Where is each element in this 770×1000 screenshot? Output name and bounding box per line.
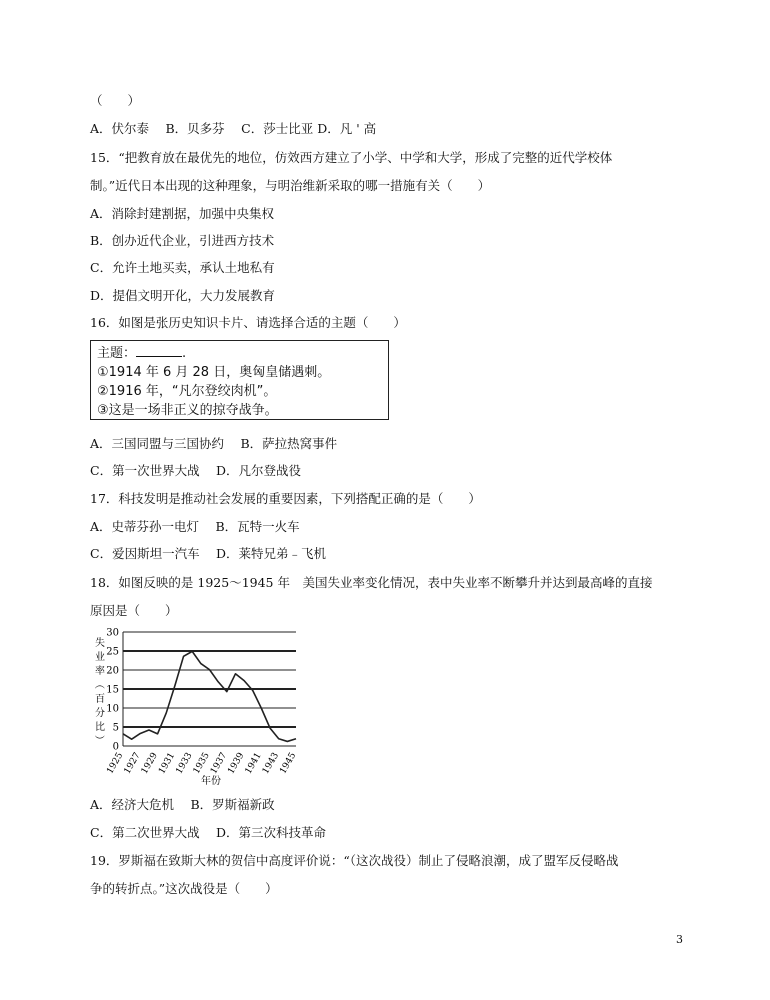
y-label-char-5: 分 bbox=[95, 708, 105, 719]
q16-stem: 16．如图是张历史知识卡片、请选择合适的主题（ ） bbox=[90, 315, 406, 330]
q19-stem-line2: 争的转折点。”这次战役是（ ） bbox=[90, 881, 278, 896]
y-label-char-7: ） bbox=[93, 735, 104, 745]
y-tick-label-15: 15 bbox=[106, 684, 119, 696]
q18-options-cd: C．第二次世界大战 D．第三次科技革命 bbox=[90, 825, 327, 840]
y-label-char-4: 百 bbox=[95, 694, 105, 705]
y-label-char-0: 失 bbox=[95, 638, 105, 649]
y-label-char-2: 率 bbox=[95, 666, 105, 677]
x-tick-label-1931: 1931 bbox=[157, 751, 178, 776]
x-tick-label-1941: 1941 bbox=[243, 751, 264, 776]
q18-stem-line2: 原因是（ ） bbox=[90, 603, 178, 618]
chart-x-axis-label: 年份 bbox=[201, 776, 221, 786]
q15-option-d: D．提倡文明开化，大力发展教育 bbox=[90, 288, 276, 303]
card-item-2: ②1916 年，“凡尔登绞肉机”。 bbox=[97, 384, 277, 399]
q19-stem-line1: 19．罗斯福在致斯大林的贺信中高度评价说：“（这次战役）制止了侵略浪潮，成了盟军反侵略战 bbox=[90, 853, 619, 868]
answer-paren-line: （ ） bbox=[90, 93, 141, 108]
y-tick-label-0: 0 bbox=[112, 741, 119, 753]
card-item-3: ③这是一场非正义的掠夺战争。 bbox=[97, 403, 278, 418]
q17-options-cd: C．爱因斯坦一汽车 D．莱特兄弟﹣飞机 bbox=[90, 546, 327, 561]
q17-options-ab: A．史蒂芬孙一电灯 B．瓦特一火车 bbox=[90, 519, 300, 534]
x-tick-label-1943: 1943 bbox=[260, 751, 282, 776]
y-tick-label-25: 25 bbox=[106, 646, 119, 658]
history-knowledge-card bbox=[90, 340, 389, 420]
y-label-char-1: 业 bbox=[95, 652, 105, 663]
card-title: 主题： bbox=[97, 346, 137, 361]
card-item-1: ①1914 年 6 月 28 日，奥匈皇储遇刺。 bbox=[97, 365, 331, 380]
card-title-dot: . bbox=[182, 346, 187, 361]
q18-options-ab: A．经济大危机 B．罗斯福新政 bbox=[90, 797, 275, 812]
x-tick-label-1927: 1927 bbox=[122, 751, 143, 776]
chart-gridlines bbox=[123, 632, 296, 727]
q15-option-a: A．消除封建割据，加强中央集权 bbox=[90, 206, 275, 221]
x-tick-label-1937: 1937 bbox=[209, 751, 230, 776]
x-tick-label-1945: 1945 bbox=[278, 751, 299, 776]
q15-stem-line2: 制。”近代日本出现的这种理象，与明治维新采取的哪一措施有关（ ） bbox=[90, 178, 491, 193]
unemployment-line-chart bbox=[88, 624, 310, 786]
y-tick-label-5: 5 bbox=[112, 722, 119, 734]
y-tick-label-30: 30 bbox=[106, 627, 119, 639]
x-tick-label-1935: 1935 bbox=[191, 751, 212, 776]
y-tick-label-10: 10 bbox=[106, 703, 119, 715]
x-tick-label-1939: 1939 bbox=[226, 751, 247, 776]
q18-stem-line1: 18．如图反映的是 1925～1945 年 美国失业率变化情况，表中失业率不断攀升并达到最高峰的直接 bbox=[90, 575, 653, 590]
q15-option-c: C．允许土地买卖，承认土地私有 bbox=[90, 260, 275, 275]
y-label-char-3: （ bbox=[93, 679, 104, 689]
q15-stem-line1: 15．“把教育放在最优先的地位，仿效西方建立了小学、中学和大学，形成了完整的近代学校体 bbox=[90, 150, 613, 165]
x-tick-label-1929: 1929 bbox=[139, 751, 160, 776]
chart-x-ticks bbox=[105, 751, 298, 776]
x-tick-label-1925: 1925 bbox=[105, 751, 126, 776]
page-number: 3 bbox=[676, 933, 683, 946]
card-title-row bbox=[97, 344, 388, 363]
q14-options: A．伏尔泰 B．贝多芬 C．莎士比亚 D．凡 ' 高 bbox=[90, 121, 377, 136]
card-title-blank bbox=[136, 344, 182, 357]
q15-option-b: B．创办近代企业，引进西方技术 bbox=[90, 233, 275, 248]
q16-options-ab: A．三国同盟与三国协约 B．萨拉热窝事件 bbox=[90, 436, 338, 451]
chart-y-axis-label bbox=[93, 636, 105, 745]
y-tick-label-20: 20 bbox=[106, 665, 119, 677]
y-label-char-6: 比 bbox=[95, 722, 105, 733]
q17-stem: 17．科技发明是推动社会发展的重要因素，下列搭配正确的是（ ） bbox=[90, 491, 481, 506]
q16-options-cd: C．第一次世界大战 D．凡尔登战役 bbox=[90, 463, 302, 478]
chart-y-ticks bbox=[106, 628, 119, 753]
x-tick-label-1933: 1933 bbox=[174, 751, 195, 776]
